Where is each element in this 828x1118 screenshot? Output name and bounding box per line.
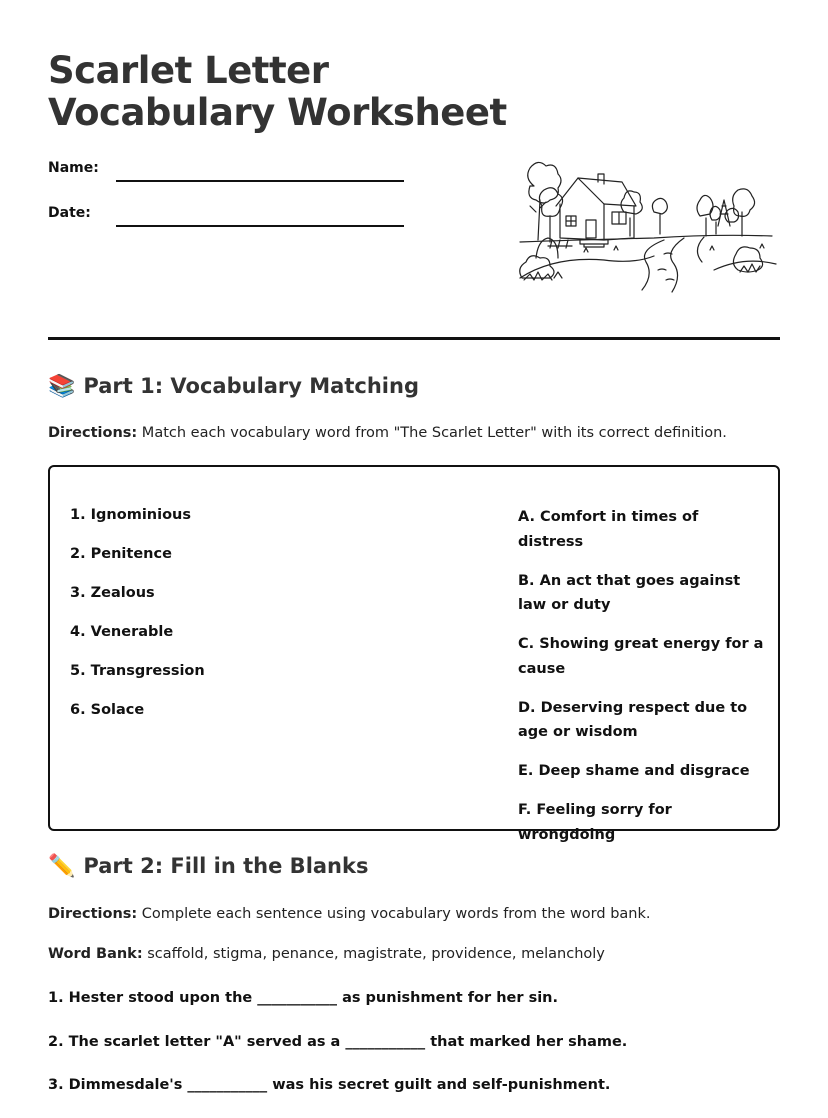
title-line-1: Scarlet Letter	[48, 49, 329, 92]
part1-heading	[48, 374, 419, 399]
definition-list	[518, 505, 768, 862]
definition: E. Deep shame and disgrace	[518, 763, 750, 779]
fill-blank-sentence: 1. Hester stood upon the ___________ as punishment for her sin.	[48, 990, 559, 1006]
word-bank-label: Word Bank:	[48, 946, 143, 962]
vocabulary-word: 4. Venerable	[70, 624, 174, 640]
section-divider	[48, 337, 780, 340]
definition: D. Deserving respect due to age or wisdom	[518, 699, 748, 740]
date-label: Date:	[48, 205, 91, 221]
name-label: Name:	[48, 160, 99, 176]
part2-directions	[48, 906, 651, 922]
part2-directions-label: Directions:	[48, 906, 138, 922]
definition: F. Feeling sorry for wrongdoing	[518, 802, 672, 843]
part2-directions-text: Complete each sentence using vocabulary words from the word bank.	[137, 906, 651, 922]
vocabulary-word: 2. Penitence	[70, 546, 172, 562]
page-title	[48, 50, 507, 134]
date-line[interactable]	[116, 225, 404, 227]
vocabulary-word: 1. Ignominious	[70, 507, 191, 523]
part1-directions-text: Match each vocabulary word from "The Scarlet Letter" with its correct definition.	[137, 425, 727, 441]
word-bank-text: scaffold, stigma, penance, magistrate, providence, melancholy	[142, 946, 605, 962]
vocabulary-word-list	[70, 505, 205, 739]
part1-directions-label: Directions:	[48, 425, 138, 441]
part2-heading	[48, 854, 368, 879]
house-landscape-illustration	[514, 160, 780, 294]
part1-title: Part 1: Vocabulary Matching	[83, 374, 419, 398]
name-line[interactable]	[116, 180, 404, 182]
fill-blank-sentence: 3. Dimmesdale's ___________ was his secret guilt and self-punishment.	[48, 1077, 611, 1093]
vocabulary-word: 5. Transgression	[70, 663, 205, 679]
definition: C. Showing great energy for a cause	[518, 636, 764, 677]
books-icon: 📚	[48, 374, 76, 399]
fill-blank-sentence: 2. The scarlet letter "A" served as a ___________ that marked her shame.	[48, 1034, 628, 1050]
definition: B. An act that goes against law or duty	[518, 572, 741, 613]
vocabulary-word: 3. Zealous	[70, 585, 155, 601]
word-bank	[48, 946, 605, 962]
part2-title: Part 2: Fill in the Blanks	[83, 854, 369, 878]
title-line-2: Vocabulary Worksheet	[48, 91, 507, 134]
matching-box	[48, 465, 780, 843]
vocabulary-word: 6. Solace	[70, 702, 145, 718]
pencil-icon: ✏️	[48, 854, 76, 879]
definition: A. Comfort in times of distress	[518, 509, 699, 550]
part1-directions	[48, 425, 727, 441]
